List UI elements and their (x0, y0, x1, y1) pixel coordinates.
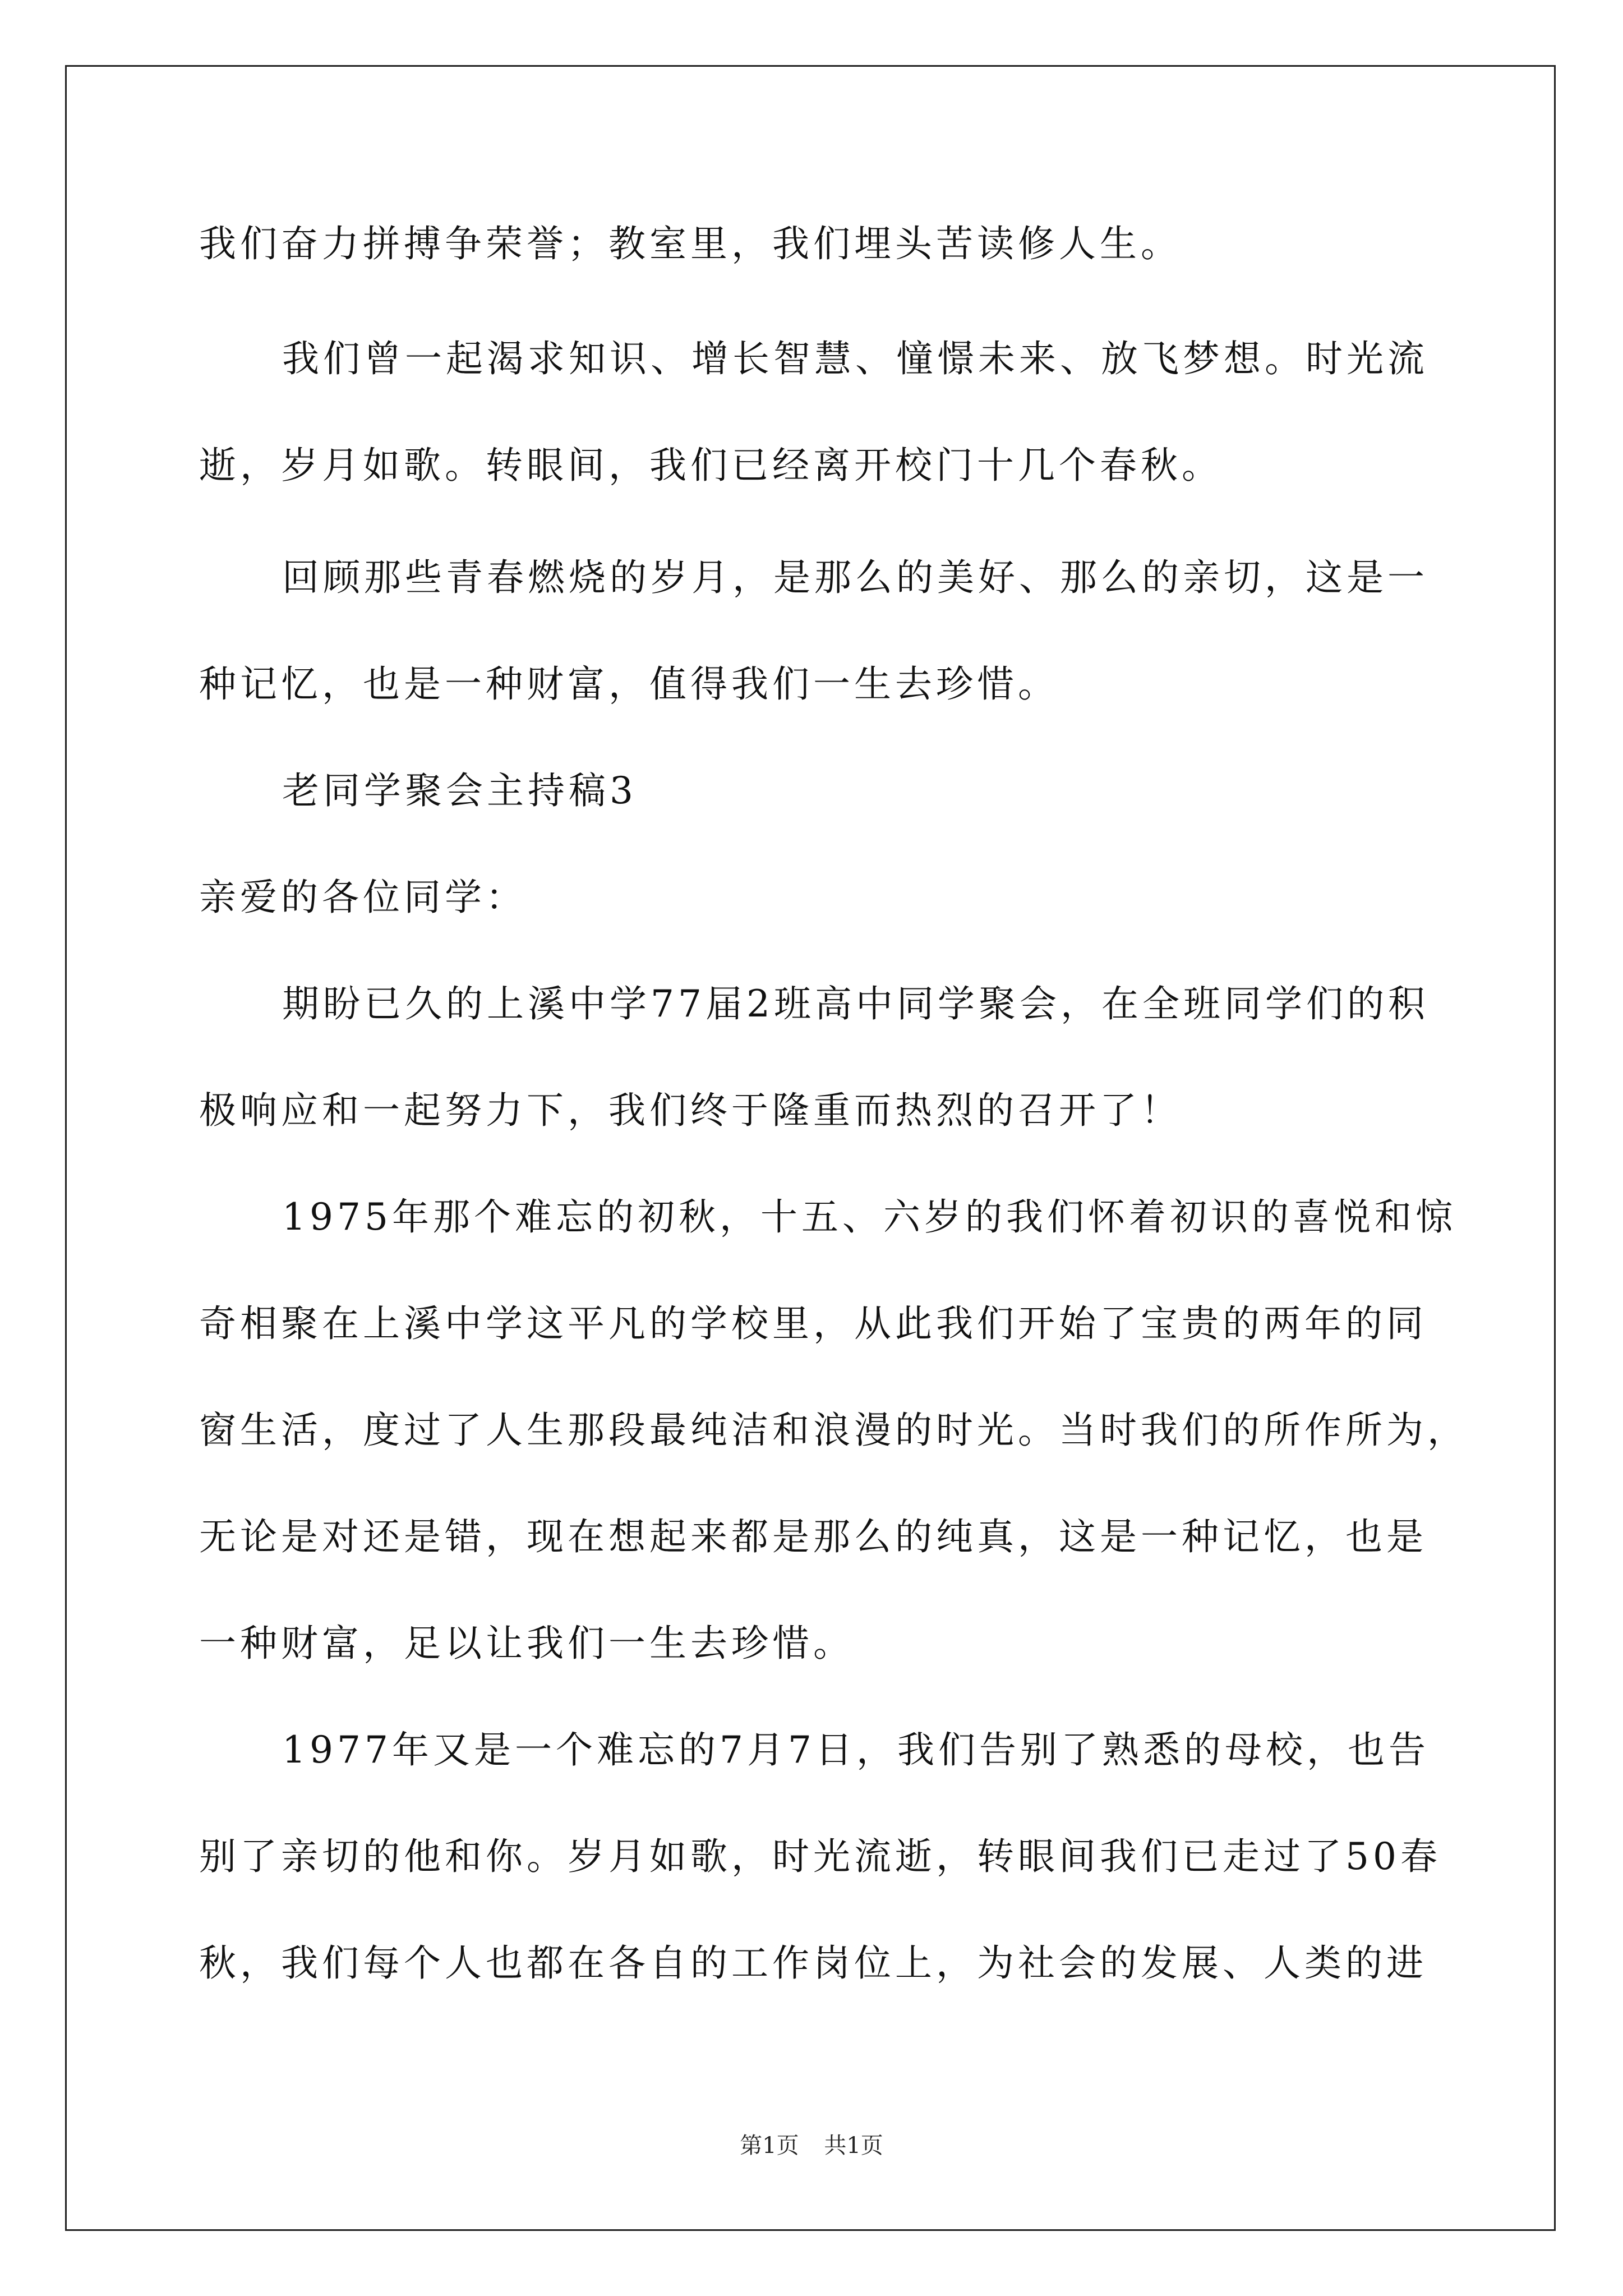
text-line: 秋，我们每个人也都在各自的工作岗位上，为社会的发展、人类的进 (199, 1941, 1427, 1985)
text-line: 1977年又是一个难忘的7月7日，我们告别了熟悉的母校，也告 (282, 1728, 1430, 1772)
page-number: 第1页 (740, 2133, 799, 2159)
text-line: 一种财富，足以让我们一生去珍惜。 (199, 1622, 854, 1665)
text-line: 回顾那些青春燃烧的岁月，是那么的美好、那么的亲切，这是一 (282, 556, 1428, 599)
text-line: 我们曾一起渴求知识、增长智慧、憧憬未来、放飞梦想。时光流 (282, 337, 1428, 380)
text-line: 逝，岁月如歌。转眼间，我们已经离开校门十几个春秋。 (199, 444, 1223, 487)
text-line: 窗生活，度过了人生那段最纯洁和浪漫的时光。当时我们的所作所为， (199, 1409, 1468, 1452)
page-border (65, 65, 1556, 2231)
text-line: 奇相聚在上溪中学这平凡的学校里，从此我们开始了宝贵的两年的同 (199, 1302, 1427, 1345)
text-line: 极响应和一起努力下，我们终于隆重而热烈的召开了！ (199, 1089, 1182, 1132)
salutation: 亲爱的各位同学： (199, 876, 527, 919)
text-line: 种记忆，也是一种财富，值得我们一生去珍惜。 (199, 662, 1059, 706)
section-heading: 老同学聚会主持稿3 (282, 769, 637, 812)
text-line: 我们奋力拼搏争荣誉；教室里，我们埋头苦读修人生。 (199, 222, 1182, 265)
text-line: 1975年那个难忘的初秋，十五、六岁的我们怀着初识的喜悦和惊 (282, 1195, 1456, 1239)
text-line: 别了亲切的他和你。岁月如歌，时光流逝，转眼间我们已走过了50春 (199, 1835, 1441, 1878)
page-total: 共1页 (824, 2133, 883, 2159)
text-line: 无论是对还是错，现在想起来都是那么的纯真，这是一种记忆，也是 (199, 1515, 1427, 1558)
page-footer (0, 2132, 1623, 2160)
text-line: 期盼已久的上溪中学77届2班高中同学聚会，在全班同学们的积 (282, 982, 1429, 1025)
